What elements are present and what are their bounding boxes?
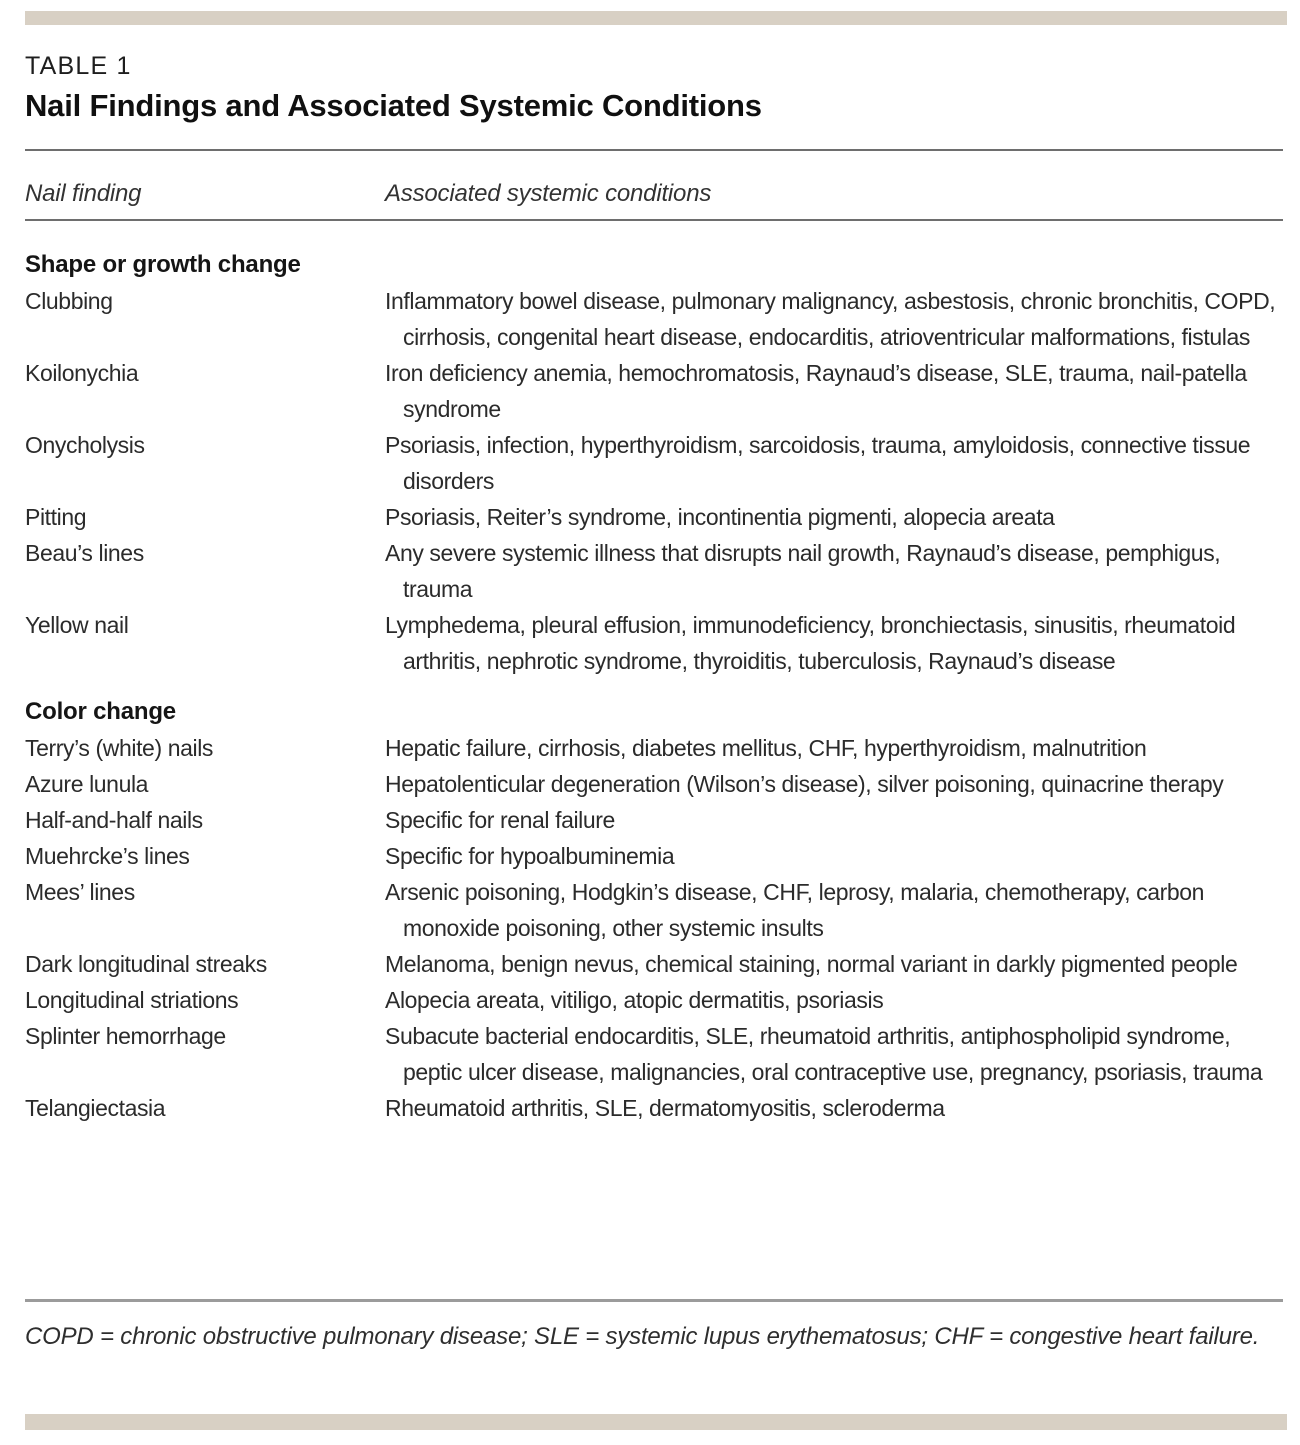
table-row bbox=[25, 1018, 1277, 1090]
nail-finding-cell: Pitting bbox=[25, 503, 87, 530]
footnote-rule bbox=[25, 1299, 1283, 1302]
conditions-cell: Alopecia areata, vitiligo, atopic dermatitis, psoriasis bbox=[385, 986, 884, 1013]
nail-finding-cell: Koilonychia bbox=[25, 359, 139, 386]
table-row bbox=[25, 730, 1277, 766]
nail-finding-cell: Yellow nail bbox=[25, 611, 129, 638]
conditions-cell: Specific for hypoalbuminemia bbox=[385, 842, 675, 869]
table-body bbox=[25, 247, 1277, 1126]
table-row bbox=[25, 766, 1277, 802]
table-row bbox=[25, 283, 1277, 355]
column-header-associated-conditions: Associated systemic conditions bbox=[385, 180, 712, 208]
footnote-abbreviations: COPD = chronic obstructive pulmonary disease; SLE = systemic lupus erythematosus; CHF = congestive heart failure. bbox=[25, 1323, 1260, 1350]
conditions-cell: Rheumatoid arthritis, SLE, dermatomyositis, scleroderma bbox=[385, 1094, 945, 1121]
nail-finding-cell: Longitudinal striations bbox=[25, 986, 239, 1013]
table-label: TABLE 1 bbox=[25, 52, 132, 80]
conditions-cell: Psoriasis, Reiter’s syndrome, incontinentia pigmenti, alopecia areata bbox=[385, 503, 1055, 530]
conditions-cell: Psoriasis, infection, hyperthyroidism, sarcoidosis, trauma, amyloidosis, connective tissue disorders bbox=[385, 431, 1251, 494]
table-row bbox=[25, 607, 1277, 679]
conditions-cell: Any severe systemic illness that disrupts nail growth, Raynaud’s disease, pemphigus, trauma bbox=[385, 539, 1221, 602]
table-row bbox=[25, 802, 1277, 838]
conditions-cell: Iron deficiency anemia, hemochromatosis, Raynaud’s disease, SLE, trauma, nail-patella syndrome bbox=[385, 359, 1247, 422]
nail-finding-cell: Terry’s (white) nails bbox=[25, 734, 213, 761]
section-color-change bbox=[25, 694, 1277, 1126]
nail-finding-cell: Splinter hemorrhage bbox=[25, 1022, 226, 1049]
nail-finding-cell: Muehrcke’s lines bbox=[25, 842, 190, 869]
conditions-cell: Inflammatory bowel disease, pulmonary malignancy, asbestosis, chronic bronchitis, COPD, cirrhosis, congenital heart disease, endocarditis, atrioventricular malformations, fistulas bbox=[385, 287, 1276, 350]
nail-finding-cell: Clubbing bbox=[25, 287, 113, 314]
table-row bbox=[25, 838, 1277, 874]
conditions-cell: Hepatic failure, cirrhosis, diabetes mellitus, CHF, hyperthyroidism, malnutrition bbox=[385, 734, 1147, 761]
table-row bbox=[25, 355, 1277, 427]
conditions-cell: Melanoma, benign nevus, chemical staining, normal variant in darkly pigmented people bbox=[385, 950, 1238, 977]
table-content bbox=[25, 0, 1283, 1126]
column-header-row bbox=[25, 180, 1283, 209]
nail-finding-cell: Mees’ lines bbox=[25, 878, 135, 905]
conditions-cell: Arsenic poisoning, Hodgkin’s disease, CHF, leprosy, malaria, chemotherapy, carbon monoxide poisoning, other systemic insults bbox=[385, 878, 1205, 941]
table-row bbox=[25, 427, 1277, 499]
table-row bbox=[25, 874, 1277, 946]
table-row bbox=[25, 982, 1277, 1018]
header-rule bbox=[25, 219, 1283, 221]
table-row bbox=[25, 1090, 1277, 1126]
conditions-cell: Specific for renal failure bbox=[385, 806, 615, 833]
nail-finding-cell: Telangiectasia bbox=[25, 1094, 166, 1121]
bottom-accent-bar bbox=[25, 1414, 1287, 1430]
table-row bbox=[25, 499, 1277, 535]
table-row bbox=[25, 946, 1277, 982]
conditions-cell: Lymphedema, pleural effusion, immunodeficiency, bronchiectasis, sinusitis, rheumatoid arthritis, nephrotic syndrome, thyroiditis, tuberculosis, Raynaud’s disease bbox=[385, 611, 1236, 674]
conditions-cell: Hepatolenticular degeneration (Wilson’s disease), silver poisoning, quinacrine therapy bbox=[385, 770, 1224, 797]
conditions-cell: Subacute bacterial endocarditis, SLE, rheumatoid arthritis, antiphospholipid syndrome, peptic ulcer disease, malignancies, oral contraceptive use, pregnancy, psoriasis, trauma bbox=[385, 1022, 1263, 1085]
column-header-nail-finding: Nail finding bbox=[25, 180, 142, 208]
top-rule bbox=[25, 149, 1283, 151]
table-title: Nail Findings and Associated Systemic Conditions bbox=[25, 87, 762, 123]
nail-finding-cell: Dark longitudinal streaks bbox=[25, 950, 267, 977]
nail-finding-cell: Azure lunula bbox=[25, 770, 149, 797]
section-shape-or-growth-change bbox=[25, 247, 1277, 679]
section-header: Shape or growth change bbox=[25, 250, 301, 278]
nail-finding-cell: Beau’s lines bbox=[25, 539, 144, 566]
nail-finding-cell: Onycholysis bbox=[25, 431, 145, 458]
nail-finding-cell: Half-and-half nails bbox=[25, 806, 203, 833]
section-header: Color change bbox=[25, 697, 176, 725]
table-row bbox=[25, 535, 1277, 607]
